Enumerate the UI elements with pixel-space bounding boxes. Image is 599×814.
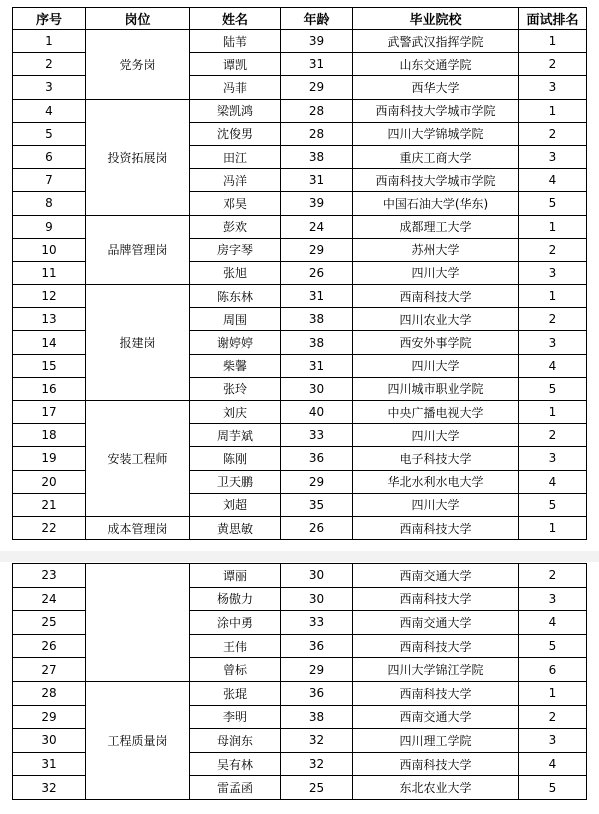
cell-age: 39 <box>281 192 353 215</box>
cell-seq: 21 <box>13 493 86 516</box>
cell-seq: 17 <box>13 401 86 424</box>
cell-rank: 5 <box>519 377 587 400</box>
cell-seq: 14 <box>13 331 86 354</box>
cell-school: 西南科技大学 <box>353 681 519 705</box>
cell-name: 张旭 <box>190 261 281 284</box>
cell-rank: 2 <box>519 53 587 76</box>
cell-name: 冯菲 <box>190 76 281 99</box>
cell-age: 25 <box>281 776 353 800</box>
cell-name: 房字琴 <box>190 238 281 261</box>
cell-seq: 6 <box>13 145 86 168</box>
cell-school: 苏州大学 <box>353 238 519 261</box>
table-row <box>13 30 587 53</box>
cell-seq: 29 <box>13 705 86 729</box>
cell-position: 投资拓展岗 <box>86 99 190 215</box>
cell-school: 西南科技大学 <box>353 285 519 308</box>
cell-rank: 4 <box>519 752 587 776</box>
cell-name: 田江 <box>190 145 281 168</box>
cell-school: 东北农业大学 <box>353 776 519 800</box>
cell-rank: 4 <box>519 470 587 493</box>
cell-rank: 5 <box>519 192 587 215</box>
cell-seq: 1 <box>13 30 86 53</box>
cell-school: 四川大学锦江学院 <box>353 658 519 682</box>
cell-rank: 2 <box>519 308 587 331</box>
cell-name: 陈刚 <box>190 447 281 470</box>
header-school: 毕业院校 <box>353 8 519 30</box>
cell-age: 29 <box>281 658 353 682</box>
cell-age: 38 <box>281 331 353 354</box>
cell-name: 陈东林 <box>190 285 281 308</box>
table-row <box>13 516 587 539</box>
cell-age: 29 <box>281 470 353 493</box>
cell-seq: 32 <box>13 776 86 800</box>
cell-age: 32 <box>281 752 353 776</box>
cell-seq: 2 <box>13 53 86 76</box>
cell-school: 四川理工学院 <box>353 729 519 753</box>
cell-school: 中央广播电视大学 <box>353 401 519 424</box>
cell-school: 西南交通大学 <box>353 564 519 588</box>
cell-rank: 1 <box>519 681 587 705</box>
cell-seq: 13 <box>13 308 86 331</box>
cell-name: 涂中勇 <box>190 611 281 635</box>
header-rank: 面试排名 <box>519 8 587 30</box>
cell-name: 冯洋 <box>190 169 281 192</box>
cell-school: 中国石油大学(华东) <box>353 192 519 215</box>
header-seq: 序号 <box>13 8 86 30</box>
page-break <box>0 551 599 562</box>
cell-seq: 27 <box>13 658 86 682</box>
cell-name: 刘庆 <box>190 401 281 424</box>
cell-seq: 23 <box>13 564 86 588</box>
cell-name: 谢婷婷 <box>190 331 281 354</box>
cell-rank: 2 <box>519 564 587 588</box>
table-row <box>13 564 587 588</box>
cell-age: 30 <box>281 587 353 611</box>
candidate-table <box>12 7 587 540</box>
cell-age: 39 <box>281 30 353 53</box>
cell-school: 成都理工大学 <box>353 215 519 238</box>
cell-position: 工程质量岗 <box>86 681 190 799</box>
cell-seq: 25 <box>13 611 86 635</box>
cell-school: 西南科技大学 <box>353 587 519 611</box>
cell-age: 32 <box>281 729 353 753</box>
cell-seq: 22 <box>13 516 86 539</box>
cell-school: 西南科技大学 <box>353 752 519 776</box>
cell-seq: 12 <box>13 285 86 308</box>
cell-age: 36 <box>281 447 353 470</box>
cell-school: 四川大学 <box>353 424 519 447</box>
cell-school: 西南科技大学城市学院 <box>353 99 519 122</box>
cell-age: 24 <box>281 215 353 238</box>
cell-age: 26 <box>281 261 353 284</box>
cell-name: 刘超 <box>190 493 281 516</box>
cell-rank: 3 <box>519 447 587 470</box>
cell-seq: 31 <box>13 752 86 776</box>
cell-age: 29 <box>281 76 353 99</box>
cell-position: 党务岗 <box>86 30 190 100</box>
cell-school: 四川城市职业学院 <box>353 377 519 400</box>
cell-school: 西安外事学院 <box>353 331 519 354</box>
cell-rank: 1 <box>519 516 587 539</box>
cell-name: 曾标 <box>190 658 281 682</box>
cell-school: 重庆工商大学 <box>353 145 519 168</box>
cell-seq: 5 <box>13 122 86 145</box>
cell-seq: 28 <box>13 681 86 705</box>
cell-school: 西南交通大学 <box>353 611 519 635</box>
cell-age: 31 <box>281 354 353 377</box>
cell-rank: 1 <box>519 30 587 53</box>
cell-age: 31 <box>281 53 353 76</box>
cell-name: 张琨 <box>190 681 281 705</box>
cell-rank: 3 <box>519 76 587 99</box>
cell-school: 西南科技大学城市学院 <box>353 169 519 192</box>
cell-rank: 5 <box>519 776 587 800</box>
cell-rank: 2 <box>519 424 587 447</box>
cell-rank: 1 <box>519 285 587 308</box>
cell-rank: 3 <box>519 145 587 168</box>
cell-name: 谭丽 <box>190 564 281 588</box>
cell-age: 31 <box>281 285 353 308</box>
cell-seq: 26 <box>13 634 86 658</box>
cell-seq: 18 <box>13 424 86 447</box>
cell-rank: 1 <box>519 215 587 238</box>
table-row <box>13 681 587 705</box>
cell-seq: 8 <box>13 192 86 215</box>
cell-school: 西南交通大学 <box>353 705 519 729</box>
cell-name: 吴有林 <box>190 752 281 776</box>
cell-age: 28 <box>281 99 353 122</box>
cell-rank: 2 <box>519 122 587 145</box>
cell-age: 30 <box>281 377 353 400</box>
cell-position: 品牌管理岗 <box>86 215 190 285</box>
cell-age: 35 <box>281 493 353 516</box>
cell-school: 四川大学 <box>353 354 519 377</box>
cell-seq: 19 <box>13 447 86 470</box>
header-row <box>13 8 587 30</box>
cell-rank: 4 <box>519 611 587 635</box>
header-position: 岗位 <box>86 8 190 30</box>
cell-seq: 20 <box>13 470 86 493</box>
cell-position: 安装工程师 <box>86 401 190 517</box>
cell-seq: 3 <box>13 76 86 99</box>
cell-rank: 5 <box>519 493 587 516</box>
cell-name: 彭欢 <box>190 215 281 238</box>
cell-school: 华北水利水电大学 <box>353 470 519 493</box>
cell-name: 母润东 <box>190 729 281 753</box>
candidate-table-page-1 <box>12 7 586 540</box>
cell-rank: 3 <box>519 587 587 611</box>
table-row <box>13 99 587 122</box>
cell-age: 40 <box>281 401 353 424</box>
cell-name: 张玲 <box>190 377 281 400</box>
cell-name: 梁凯鸿 <box>190 99 281 122</box>
cell-name: 李明 <box>190 705 281 729</box>
cell-school: 武警武汉指挥学院 <box>353 30 519 53</box>
cell-rank: 4 <box>519 354 587 377</box>
cell-name: 邓昊 <box>190 192 281 215</box>
cell-rank: 6 <box>519 658 587 682</box>
cell-seq: 11 <box>13 261 86 284</box>
cell-name: 周围 <box>190 308 281 331</box>
cell-school: 四川大学 <box>353 493 519 516</box>
cell-school: 四川大学 <box>353 261 519 284</box>
cell-age: 38 <box>281 705 353 729</box>
cell-rank: 3 <box>519 261 587 284</box>
cell-rank: 3 <box>519 729 587 753</box>
cell-name: 谭凯 <box>190 53 281 76</box>
cell-rank: 2 <box>519 705 587 729</box>
cell-rank: 2 <box>519 238 587 261</box>
cell-name: 黄思敏 <box>190 516 281 539</box>
table-row <box>13 285 587 308</box>
cell-position: 报建岗 <box>86 285 190 401</box>
cell-school: 西南科技大学 <box>353 516 519 539</box>
cell-seq: 24 <box>13 587 86 611</box>
cell-age: 33 <box>281 611 353 635</box>
table-row <box>13 215 587 238</box>
cell-age: 36 <box>281 681 353 705</box>
cell-rank: 1 <box>519 99 587 122</box>
candidate-table-continued <box>12 563 587 800</box>
cell-age: 28 <box>281 122 353 145</box>
cell-school: 西南科技大学 <box>353 634 519 658</box>
cell-seq: 16 <box>13 377 86 400</box>
cell-name: 周芋斌 <box>190 424 281 447</box>
cell-seq: 10 <box>13 238 86 261</box>
cell-school: 西华大学 <box>353 76 519 99</box>
cell-rank: 3 <box>519 331 587 354</box>
cell-name: 卫天鹏 <box>190 470 281 493</box>
cell-age: 38 <box>281 145 353 168</box>
cell-school: 山东交通学院 <box>353 53 519 76</box>
cell-name: 柴馨 <box>190 354 281 377</box>
header-name: 姓名 <box>190 8 281 30</box>
cell-age: 38 <box>281 308 353 331</box>
cell-age: 26 <box>281 516 353 539</box>
cell-age: 30 <box>281 564 353 588</box>
candidate-table-page-2 <box>12 563 586 800</box>
cell-name: 沈俊男 <box>190 122 281 145</box>
cell-rank: 1 <box>519 401 587 424</box>
cell-seq: 30 <box>13 729 86 753</box>
cell-age: 29 <box>281 238 353 261</box>
cell-seq: 9 <box>13 215 86 238</box>
cell-seq: 15 <box>13 354 86 377</box>
cell-rank: 4 <box>519 169 587 192</box>
cell-name: 杨傲力 <box>190 587 281 611</box>
cell-school: 四川大学锦城学院 <box>353 122 519 145</box>
cell-position <box>86 564 190 682</box>
cell-rank: 5 <box>519 634 587 658</box>
cell-name: 雷孟函 <box>190 776 281 800</box>
cell-school: 电子科技大学 <box>353 447 519 470</box>
cell-position: 成本管理岗 <box>86 516 190 539</box>
cell-seq: 4 <box>13 99 86 122</box>
cell-school: 四川农业大学 <box>353 308 519 331</box>
cell-age: 36 <box>281 634 353 658</box>
cell-age: 33 <box>281 424 353 447</box>
cell-name: 王伟 <box>190 634 281 658</box>
cell-age: 31 <box>281 169 353 192</box>
header-age: 年龄 <box>281 8 353 30</box>
table-row <box>13 401 587 424</box>
cell-seq: 7 <box>13 169 86 192</box>
cell-name: 陆苇 <box>190 30 281 53</box>
